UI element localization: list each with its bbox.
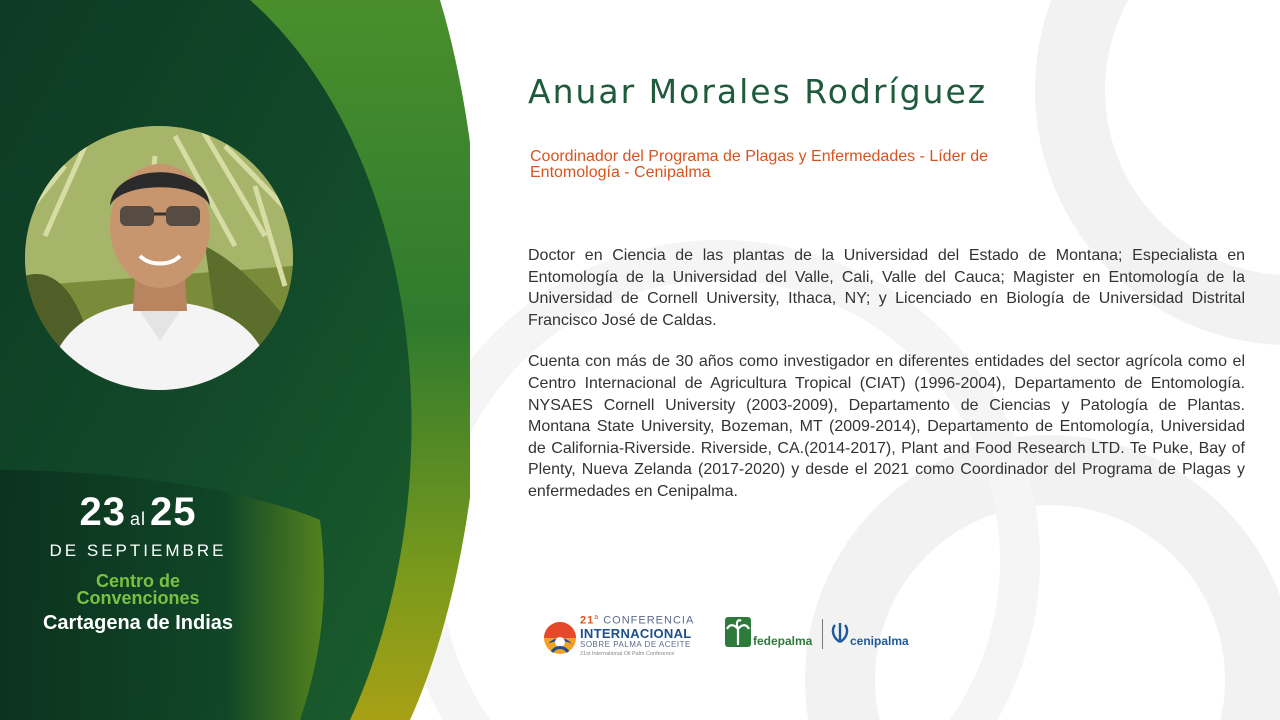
conference-line4: 21st International Oil Palm Conference	[580, 650, 675, 657]
role-line1: Coordinador del Programa de Plagas y Enfermedades - Líder de	[530, 148, 989, 165]
speaker-role	[530, 149, 1030, 181]
conference-line1: 21$^a$ CONFERENCIA	[580, 614, 695, 627]
venue-line2: Convenciones	[76, 588, 200, 608]
conference-line3: SOBRE PALMA DE ACEITE	[580, 639, 691, 649]
speaker-bio	[528, 245, 1245, 523]
conference-logo	[540, 612, 700, 662]
fedepalma-label: fedepalma	[753, 634, 813, 648]
partner-logos	[724, 617, 909, 653]
venue-name	[0, 573, 276, 607]
event-info	[0, 490, 276, 636]
sun-palm-icon	[542, 618, 578, 658]
speaker-photo	[25, 126, 293, 390]
bio-paragraph: Cuenta con más de 30 años como investigador en diferentes entidades del sector agrícola como el Centro Internacional de Agricultura Tropical (CIAT) (1996-2004), Departamento de Entomología. NYSAES Cornell University (2003-2009), Departamento de Ciencias y Patología de Plantas. Montana State University, Bozeman, MT (2009-2014), Departamento de Entomología, Universidad de California-Riverside. Riverside, CA.(2014-2017), Plant and Food Research LTD. Te Puke, Bay of Plenty, Nueva Zelanda (2017-2020) y desde el 2021 como Coordinador del Programa de Plagas y enfermedades en Cenipalma.	[528, 353, 1245, 500]
palm-tree-icon	[725, 617, 751, 647]
event-month: DE SEPTIEMBRE	[49, 541, 227, 560]
cenipalma-label: cenipalma	[850, 634, 909, 648]
end-day: 25	[150, 490, 197, 534]
role-line2: Entomología - Cenipalma	[530, 164, 711, 181]
palm-leaf-icon	[829, 622, 851, 644]
conference-line2: INTERNACIONAL	[580, 625, 692, 641]
date-connector: al	[129, 509, 146, 529]
event-city: Cartagena de Indias	[42, 612, 234, 634]
start-day: 23	[79, 490, 126, 534]
speaker-name: Anuar Morales Rodríguez	[528, 72, 988, 111]
logo-divider	[822, 619, 823, 649]
event-dates	[0, 490, 276, 541]
bio-paragraph: Doctor en Ciencia de las plantas de la Universidad del Estado de Montana; Especialista en Entomología de la Universidad del Valle, Cali, Valle del Cauca; Magister en Entomología de la Universidad de Cornell University, Ithaca, NY; y Licenciado en Biología de Universidad Distrital Francisco José de Caldas.	[528, 247, 1245, 329]
venue-line1: Centro de	[95, 571, 180, 591]
